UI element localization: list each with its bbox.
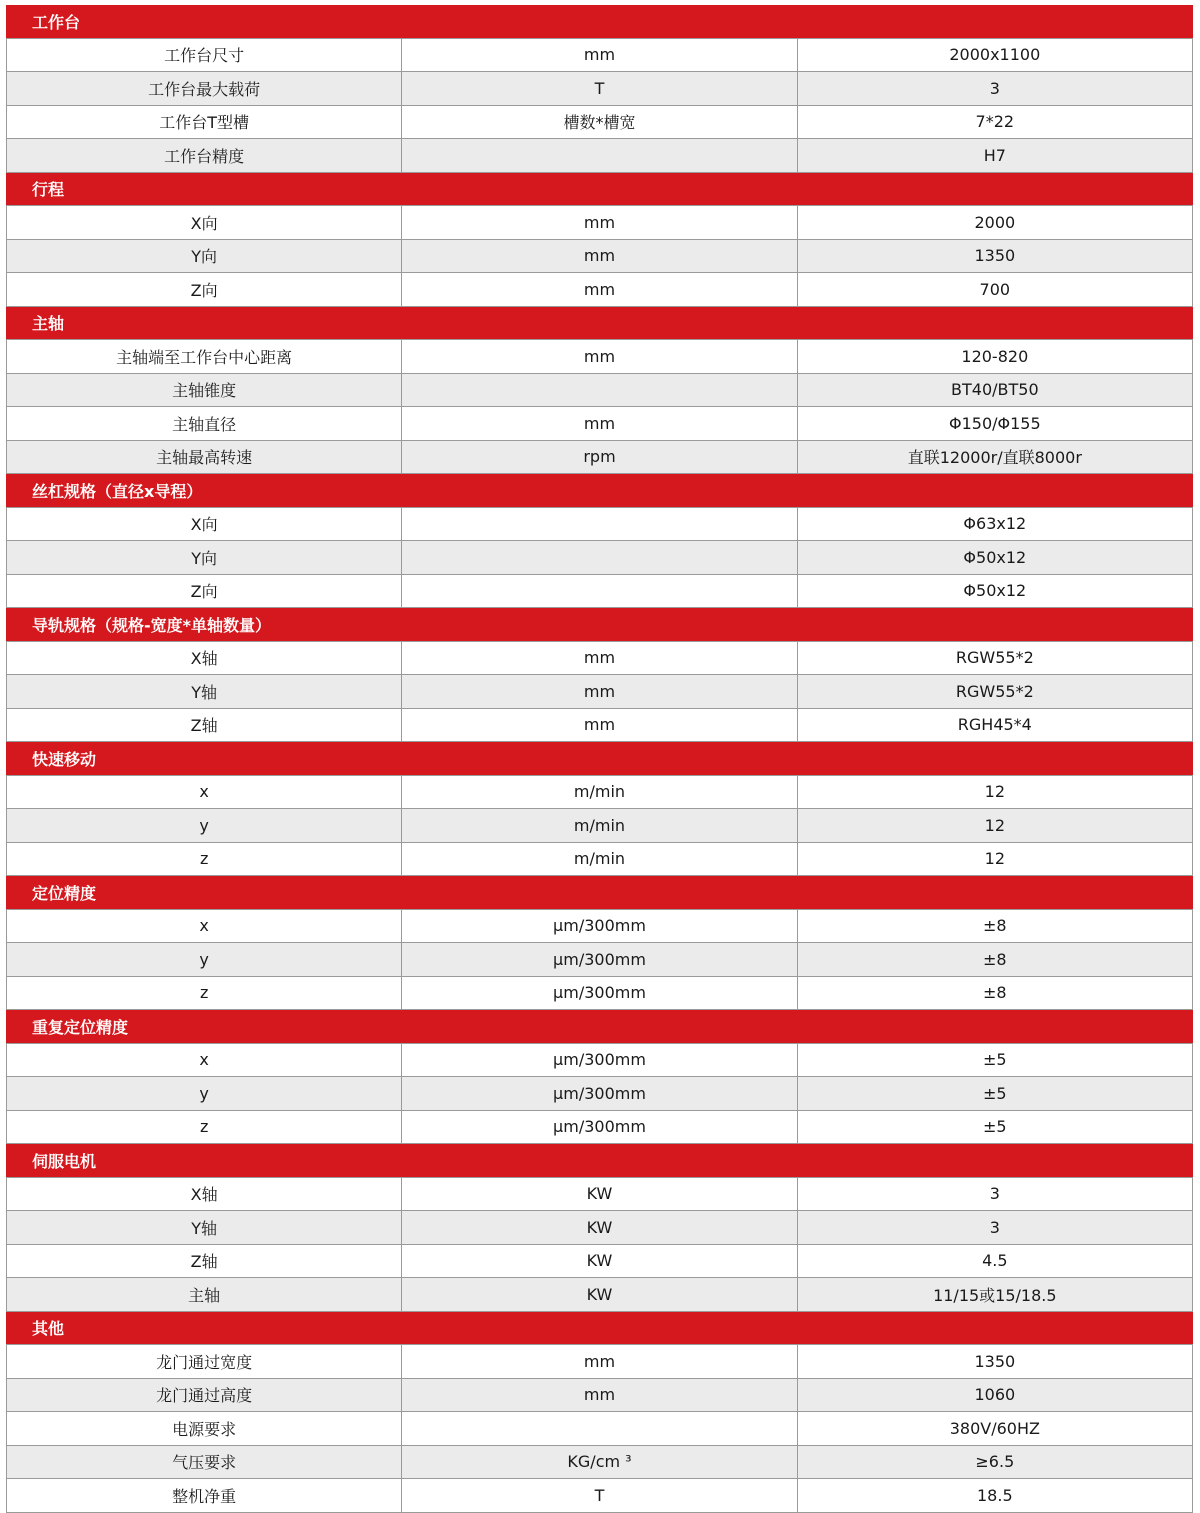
spec-value-cell: 1060 <box>797 1379 1192 1412</box>
spec-name-cell: 主轴直径 <box>172 414 237 434</box>
table-row <box>6 106 1193 140</box>
section-header: 行程 <box>6 173 1193 207</box>
table-row <box>6 1178 1193 1212</box>
spec-value-cell: ±8 <box>797 977 1192 1010</box>
table-row <box>6 374 1193 408</box>
spec-name-cell: X向 <box>190 213 218 233</box>
spec-value-cell: Φ50x12 <box>797 541 1192 574</box>
spec-name-cell: X向 <box>190 515 218 535</box>
spec-value-cell: RGH45*4 <box>797 709 1192 742</box>
spec-unit-cell: μm/300mm <box>401 910 796 943</box>
table-row <box>6 709 1193 743</box>
table-row <box>6 407 1193 441</box>
spec-name-cell: 整机净重 <box>172 1486 237 1506</box>
spec-value-cell: BT40/BT50 <box>797 374 1192 407</box>
spec-unit-cell: m/min <box>401 776 796 809</box>
table-row <box>6 441 1193 475</box>
table-row <box>6 1446 1193 1480</box>
section-header: 定位精度 <box>6 876 1193 910</box>
spec-name-cell: Y向 <box>191 548 218 568</box>
table-row <box>6 809 1193 843</box>
section-header: 快速移动 <box>6 742 1193 776</box>
table-row <box>6 206 1193 240</box>
table-row <box>6 1479 1193 1513</box>
spec-name-cell: X轴 <box>190 1185 218 1205</box>
spec-unit-cell <box>401 541 796 574</box>
table-row <box>6 340 1193 374</box>
spec-unit-cell: T <box>401 1479 796 1512</box>
spec-name-cell: Y向 <box>191 247 218 267</box>
spec-value-cell: 12 <box>797 809 1192 842</box>
spec-name-cell: x <box>199 782 209 802</box>
spec-value-cell: 380V/60HZ <box>797 1412 1192 1445</box>
table-row <box>6 1245 1193 1279</box>
spec-value-cell: 11/15或15/18.5 <box>797 1278 1192 1311</box>
table-row <box>6 1278 1193 1312</box>
table-row <box>6 943 1193 977</box>
spec-name-cell: 工作台最大载荷 <box>148 79 261 99</box>
spec-value-cell: H7 <box>797 139 1192 172</box>
spec-name-cell: 主轴最高转速 <box>156 448 253 468</box>
spec-unit-cell: m/min <box>401 809 796 842</box>
table-row <box>6 843 1193 877</box>
spec-name-cell: 主轴锥度 <box>172 381 237 401</box>
spec-unit-cell: mm <box>401 39 796 72</box>
spec-value-cell: ±8 <box>797 910 1192 943</box>
table-row <box>6 977 1193 1011</box>
spec-value-cell: ±8 <box>797 943 1192 976</box>
spec-name-cell: 工作台T型槽 <box>159 113 250 133</box>
spec-value-cell: ±5 <box>797 1044 1192 1077</box>
spec-value-cell: 2000x1100 <box>797 39 1192 72</box>
spec-name-cell: Z轴 <box>190 716 218 736</box>
spec-unit-cell <box>401 575 796 608</box>
spec-unit-cell: mm <box>401 273 796 306</box>
spec-name-cell: y <box>199 815 209 835</box>
spec-value-cell: 1350 <box>797 1345 1192 1378</box>
spec-name-cell: z <box>199 849 209 869</box>
spec-unit-cell: mm <box>401 1379 796 1412</box>
spec-unit-cell: mm <box>401 407 796 440</box>
table-row <box>6 139 1193 173</box>
table-row <box>6 273 1193 307</box>
table-row <box>6 1044 1193 1078</box>
spec-unit-cell <box>401 139 796 172</box>
table-row <box>6 1379 1193 1413</box>
spec-value-cell: ≥6.5 <box>797 1446 1192 1479</box>
spec-unit-cell: μm/300mm <box>401 943 796 976</box>
spec-unit-cell: μm/300mm <box>401 1044 796 1077</box>
table-row <box>6 508 1193 542</box>
spec-unit-cell: mm <box>401 642 796 675</box>
spec-unit-cell: mm <box>401 1345 796 1378</box>
spec-unit-cell: mm <box>401 340 796 373</box>
spec-value-cell: RGW55*2 <box>797 642 1192 675</box>
spec-name-cell: 工作台精度 <box>164 146 245 166</box>
spec-unit-cell: mm <box>401 675 796 708</box>
spec-name-cell: y <box>199 1083 209 1103</box>
section-header: 导轨规格（规格-宽度*单轴数量） <box>6 608 1193 642</box>
spec-value-cell: 1350 <box>797 240 1192 273</box>
table-row <box>6 675 1193 709</box>
spec-name-cell: y <box>199 949 209 969</box>
spec-value-cell: 12 <box>797 843 1192 876</box>
spec-unit-cell <box>401 374 796 407</box>
table-row <box>6 1211 1193 1245</box>
section-header: 伺服电机 <box>6 1144 1193 1178</box>
table-row <box>6 1111 1193 1145</box>
spec-unit-cell: m/min <box>401 843 796 876</box>
table-row <box>6 1077 1193 1111</box>
spec-value-cell: 120-820 <box>797 340 1192 373</box>
spec-value-cell: 18.5 <box>797 1479 1192 1512</box>
spec-value-cell: ±5 <box>797 1077 1192 1110</box>
spec-name-cell: 电源要求 <box>172 1419 237 1439</box>
spec-value-cell: 12 <box>797 776 1192 809</box>
table-row <box>6 72 1193 106</box>
spec-value-cell: 2000 <box>797 206 1192 239</box>
spec-unit-cell: mm <box>401 240 796 273</box>
table-row <box>6 541 1193 575</box>
table-row <box>6 910 1193 944</box>
spec-unit-cell: μm/300mm <box>401 1111 796 1144</box>
spec-unit-cell: 槽数*槽宽 <box>401 106 796 139</box>
section-header: 其他 <box>6 1312 1193 1346</box>
spec-unit-cell: μm/300mm <box>401 1077 796 1110</box>
table-row <box>6 776 1193 810</box>
spec-name-cell: 工作台尺寸 <box>164 46 245 66</box>
spec-value-cell: ±5 <box>797 1111 1192 1144</box>
table-row <box>6 1345 1193 1379</box>
spec-unit-cell: KW <box>401 1245 796 1278</box>
spec-table <box>6 5 1193 1513</box>
spec-name-cell: z <box>199 983 209 1003</box>
spec-name-cell: Z轴 <box>190 1252 218 1272</box>
spec-unit-cell: KW <box>401 1278 796 1311</box>
spec-name-cell: 龙门通过高度 <box>156 1386 253 1406</box>
spec-name-cell: Y轴 <box>191 1218 218 1238</box>
table-row <box>6 39 1193 73</box>
table-row <box>6 642 1193 676</box>
section-header: 工作台 <box>6 5 1193 39</box>
spec-unit-cell: KW <box>401 1178 796 1211</box>
spec-unit-cell <box>401 508 796 541</box>
table-row <box>6 575 1193 609</box>
spec-name-cell: z <box>199 1117 209 1137</box>
spec-unit-cell: μm/300mm <box>401 977 796 1010</box>
spec-value-cell: 3 <box>797 1211 1192 1244</box>
table-row <box>6 1412 1193 1446</box>
spec-name-cell: 气压要求 <box>172 1453 237 1473</box>
spec-name-cell: x <box>199 1050 209 1070</box>
section-header: 主轴 <box>6 307 1193 341</box>
spec-value-cell: 4.5 <box>797 1245 1192 1278</box>
spec-unit-cell: mm <box>401 206 796 239</box>
section-header: 丝杠规格（直径x导程） <box>6 474 1193 508</box>
spec-unit-cell: mm <box>401 709 796 742</box>
spec-value-cell: 700 <box>797 273 1192 306</box>
spec-value-cell: 3 <box>797 72 1192 105</box>
spec-name-cell: Z向 <box>190 582 218 602</box>
spec-value-cell: 7*22 <box>797 106 1192 139</box>
spec-unit-cell: KW <box>401 1211 796 1244</box>
spec-name-cell: x <box>199 916 209 936</box>
spec-name-cell: X轴 <box>190 649 218 669</box>
spec-name-cell: 龙门通过宽度 <box>156 1352 253 1372</box>
spec-value-cell: 直联12000r/直联8000r <box>797 441 1192 474</box>
spec-name-cell: 主轴 <box>188 1285 221 1305</box>
spec-unit-cell: T <box>401 72 796 105</box>
spec-unit-cell <box>401 1412 796 1445</box>
spec-value-cell: Φ63x12 <box>797 508 1192 541</box>
spec-value-cell: Φ150/Φ155 <box>797 407 1192 440</box>
spec-name-cell: Y轴 <box>191 682 218 702</box>
spec-value-cell: 3 <box>797 1178 1192 1211</box>
spec-name-cell: Z向 <box>190 280 218 300</box>
table-row <box>6 240 1193 274</box>
spec-value-cell: RGW55*2 <box>797 675 1192 708</box>
spec-unit-cell: KG/cm ³ <box>401 1446 796 1479</box>
spec-name-cell: 主轴端至工作台中心距离 <box>116 347 293 367</box>
spec-unit-cell: rpm <box>401 441 796 474</box>
spec-value-cell: Φ50x12 <box>797 575 1192 608</box>
section-header: 重复定位精度 <box>6 1010 1193 1044</box>
